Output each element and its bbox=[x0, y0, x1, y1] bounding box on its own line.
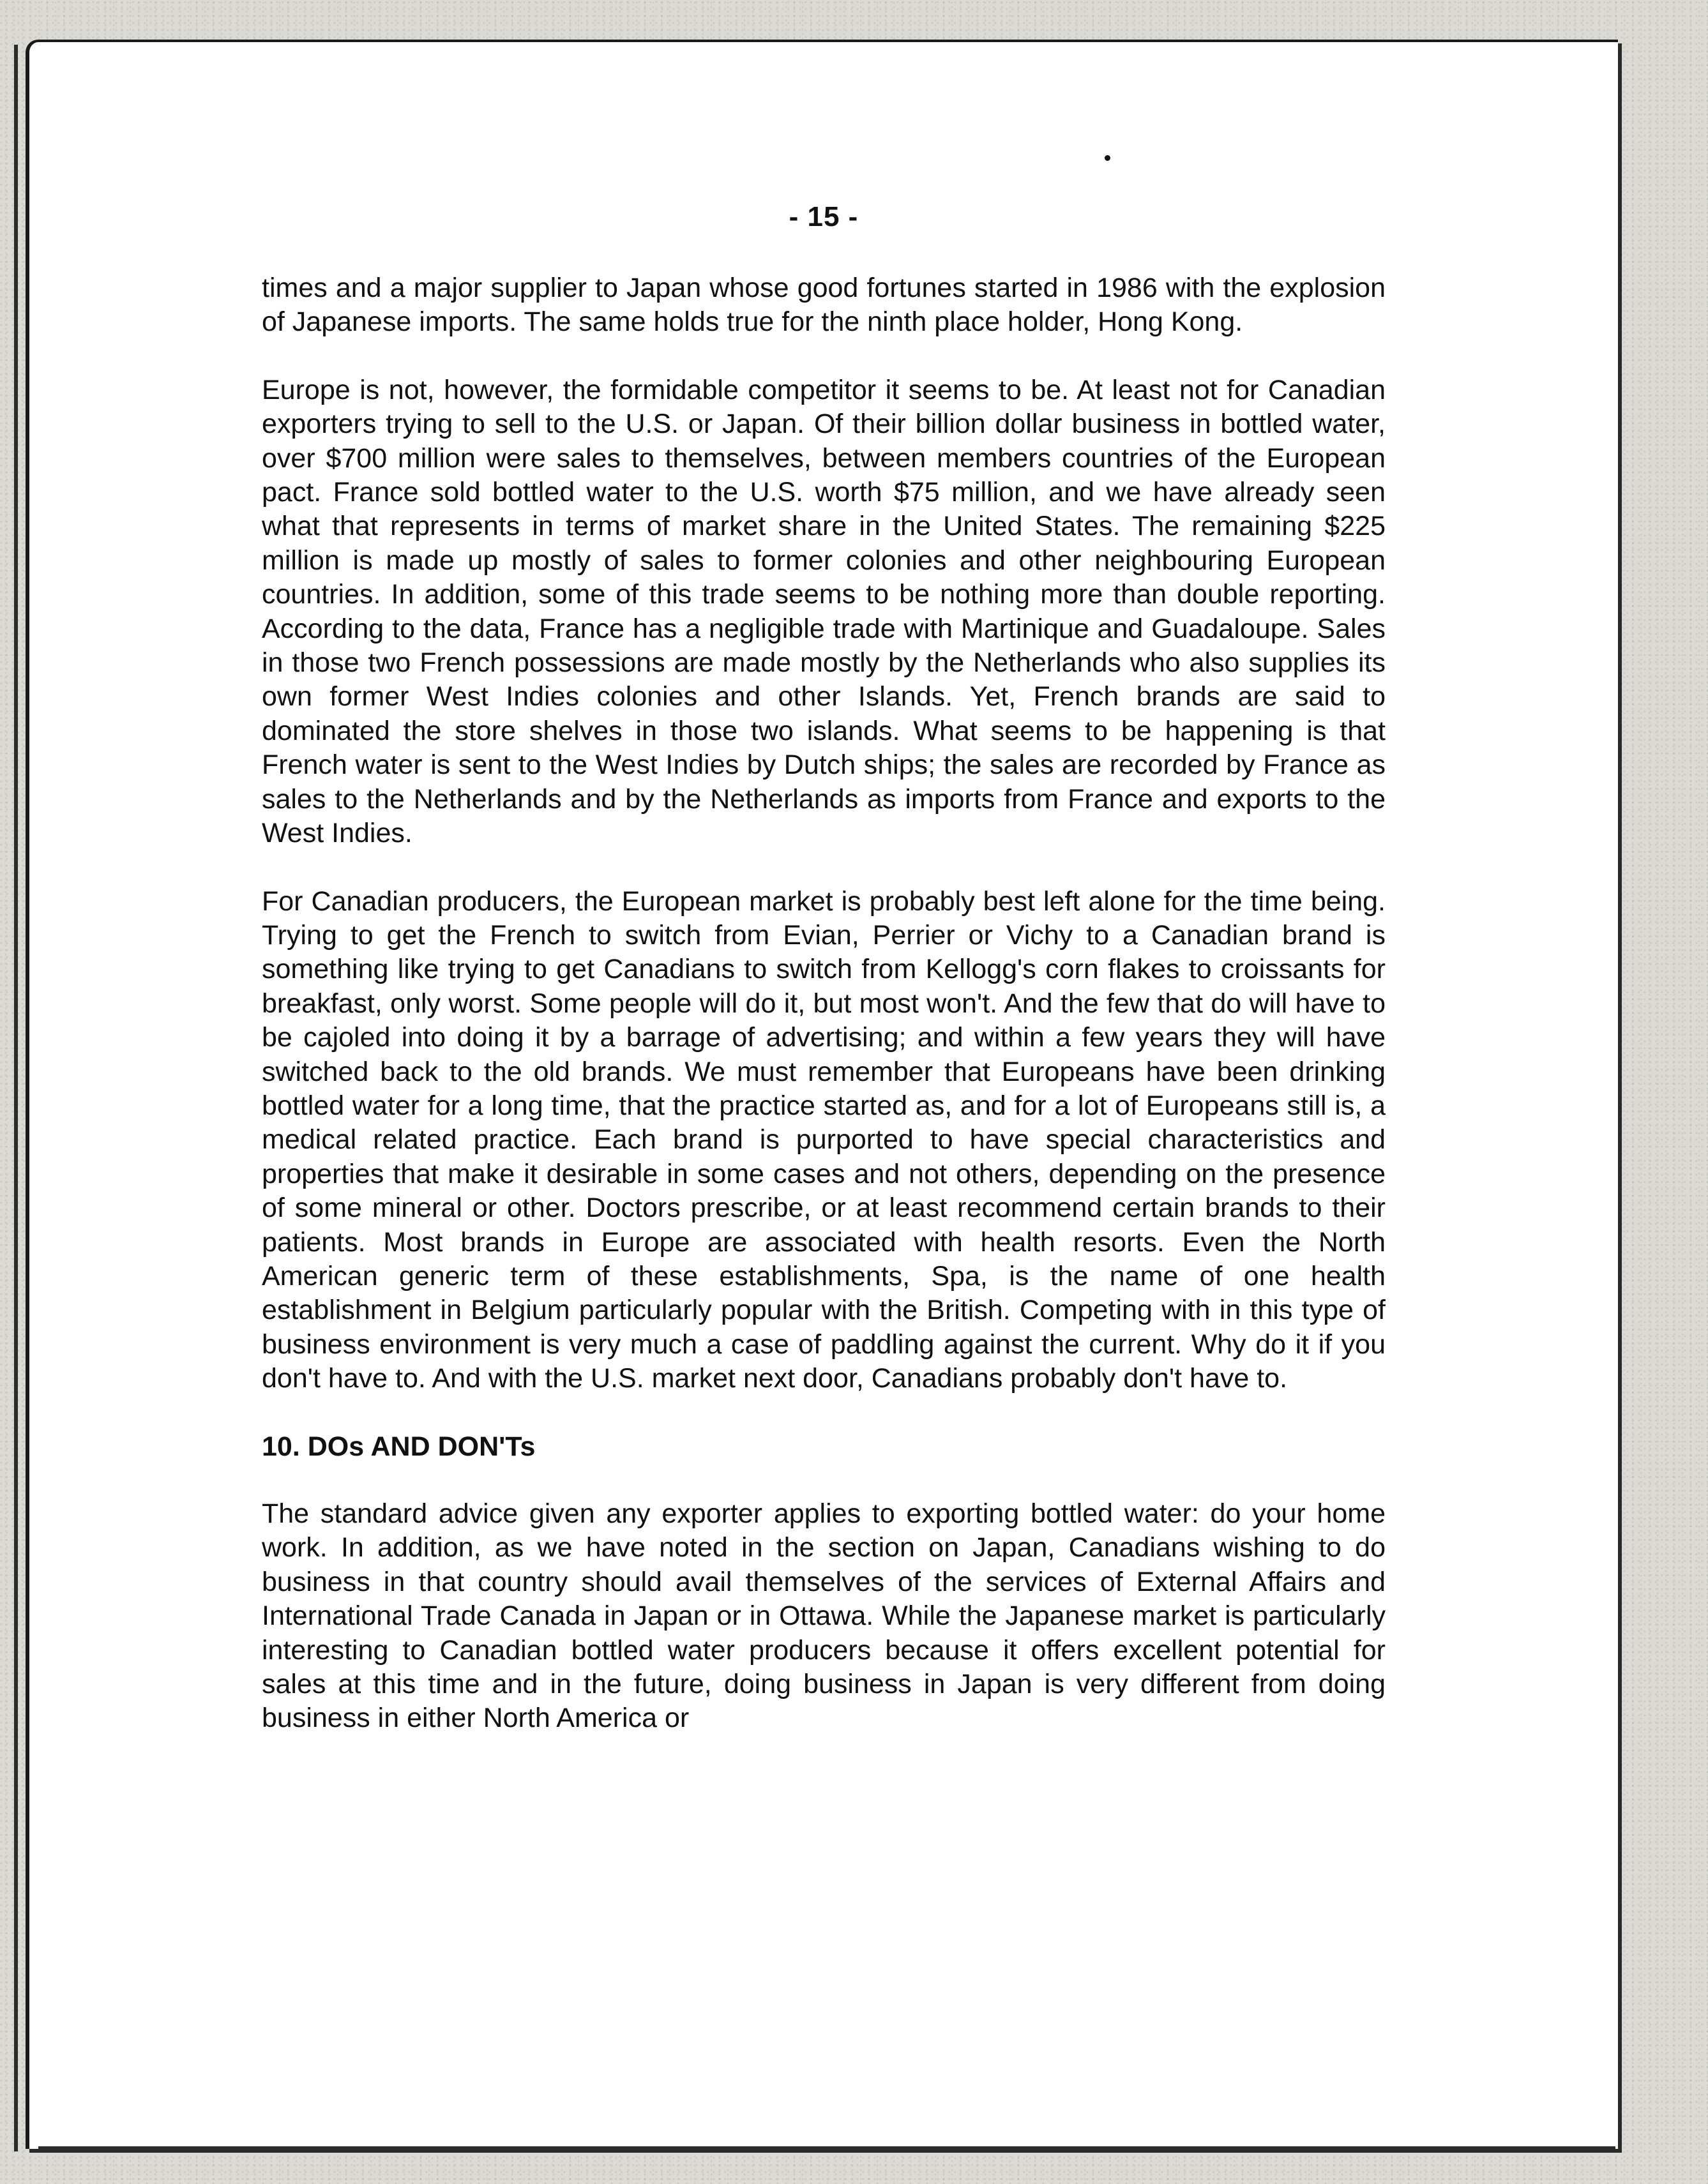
paragraph-3: For Canadian producers, the European market is probably best left alone for the time being. Trying to get the French to switch from Evian, Perrier or Vichy to a Canadian brand is something like trying to get Canadians to switch from Kellogg's corn flakes to croissants for breakfast, only worst. Some people will do it, but most won't. And the few that do will have to be cajoled into doing it by a barrage of advertising; and within a few years they will have switched back to the old brands. We must remember that Europeans have been drinking bottled water for a long time, that the practice started as, and for a lot of Europeans still is, a medical related practice. Each brand is purported to have special characteristics and properties that make it desirable in some cases and not others, depending on the presence of some mineral or other. Doctors prescribe, or at least recommend certain brands to their patients. Most brands in Europe are associated with health resorts. Even the North American generic term of these establishments, Spa, is the name of one health establishment in Belgium particularly popular with the British. Competing with in this type of business environment is very much a case of paddling against the current. Why do it if you don't have to. And with the U.S. market next door, Canadians probably don't have to. bbox=[262, 885, 1386, 1394]
paragraph-1: times and a major supplier to Japan whose good fortunes started in 1986 with the explosion of Japanese imports. The same holds true for the ninth place holder, Hong Kong. bbox=[262, 273, 1386, 338]
paragraph-2: Europe is not, however, the formidable competitor it seems to be. At least not for Canadian exporters trying to sell to the U.S. or Japan. Of their billion dollar business in bottled water, over $700 million were sales to themselves, between members countries of the European pact. France sold bottled water to the U.S. worth $75 million, and we have already seen what that represents in terms of market share in the United States. The remaining $225 million is made up mostly of sales to former colonies and other neighbouring European countries. In addition, some of this trade seems to be nothing more than double reporting. According to the data, France has a negligible trade with Martinique and Guadaloupe. Sales in those two French possessions are made mostly by the Netherlands who also supplies its own former West Indies colonies and other Islands. Yet, French brands are said to dominated the store shelves in those two islands. What seems to be happening is that French water is sent to the West Indies by Dutch ships; the sales are recorded by France as sales to the Netherlands and by the Netherlands as imports from France and exports to the West Indies. bbox=[262, 374, 1386, 849]
section-heading: 10. DOs AND DON'Ts bbox=[262, 1431, 536, 1462]
page-number: - 15 - bbox=[789, 201, 859, 232]
stray-mark bbox=[1105, 155, 1110, 161]
page-edge-left bbox=[14, 45, 18, 2151]
page-edge-bottom bbox=[38, 2146, 1615, 2150]
section-paragraph: The standard advice given any exporter applies to exporting bottled water: do your home work. In addition, as we have noted in the section on Japan, Canadians wishing to do business in that country should avail themselves of the services of External Affairs and International Trade Canada in Japan or in Ottawa. While the Japanese market is particularly interesting to Canadian bottled water producers because it offers excellent potential for sales at this time and in the future, doing business in Japan is very different from doing business in either North America or bbox=[262, 1498, 1386, 1734]
body-text bbox=[262, 271, 1386, 1770]
